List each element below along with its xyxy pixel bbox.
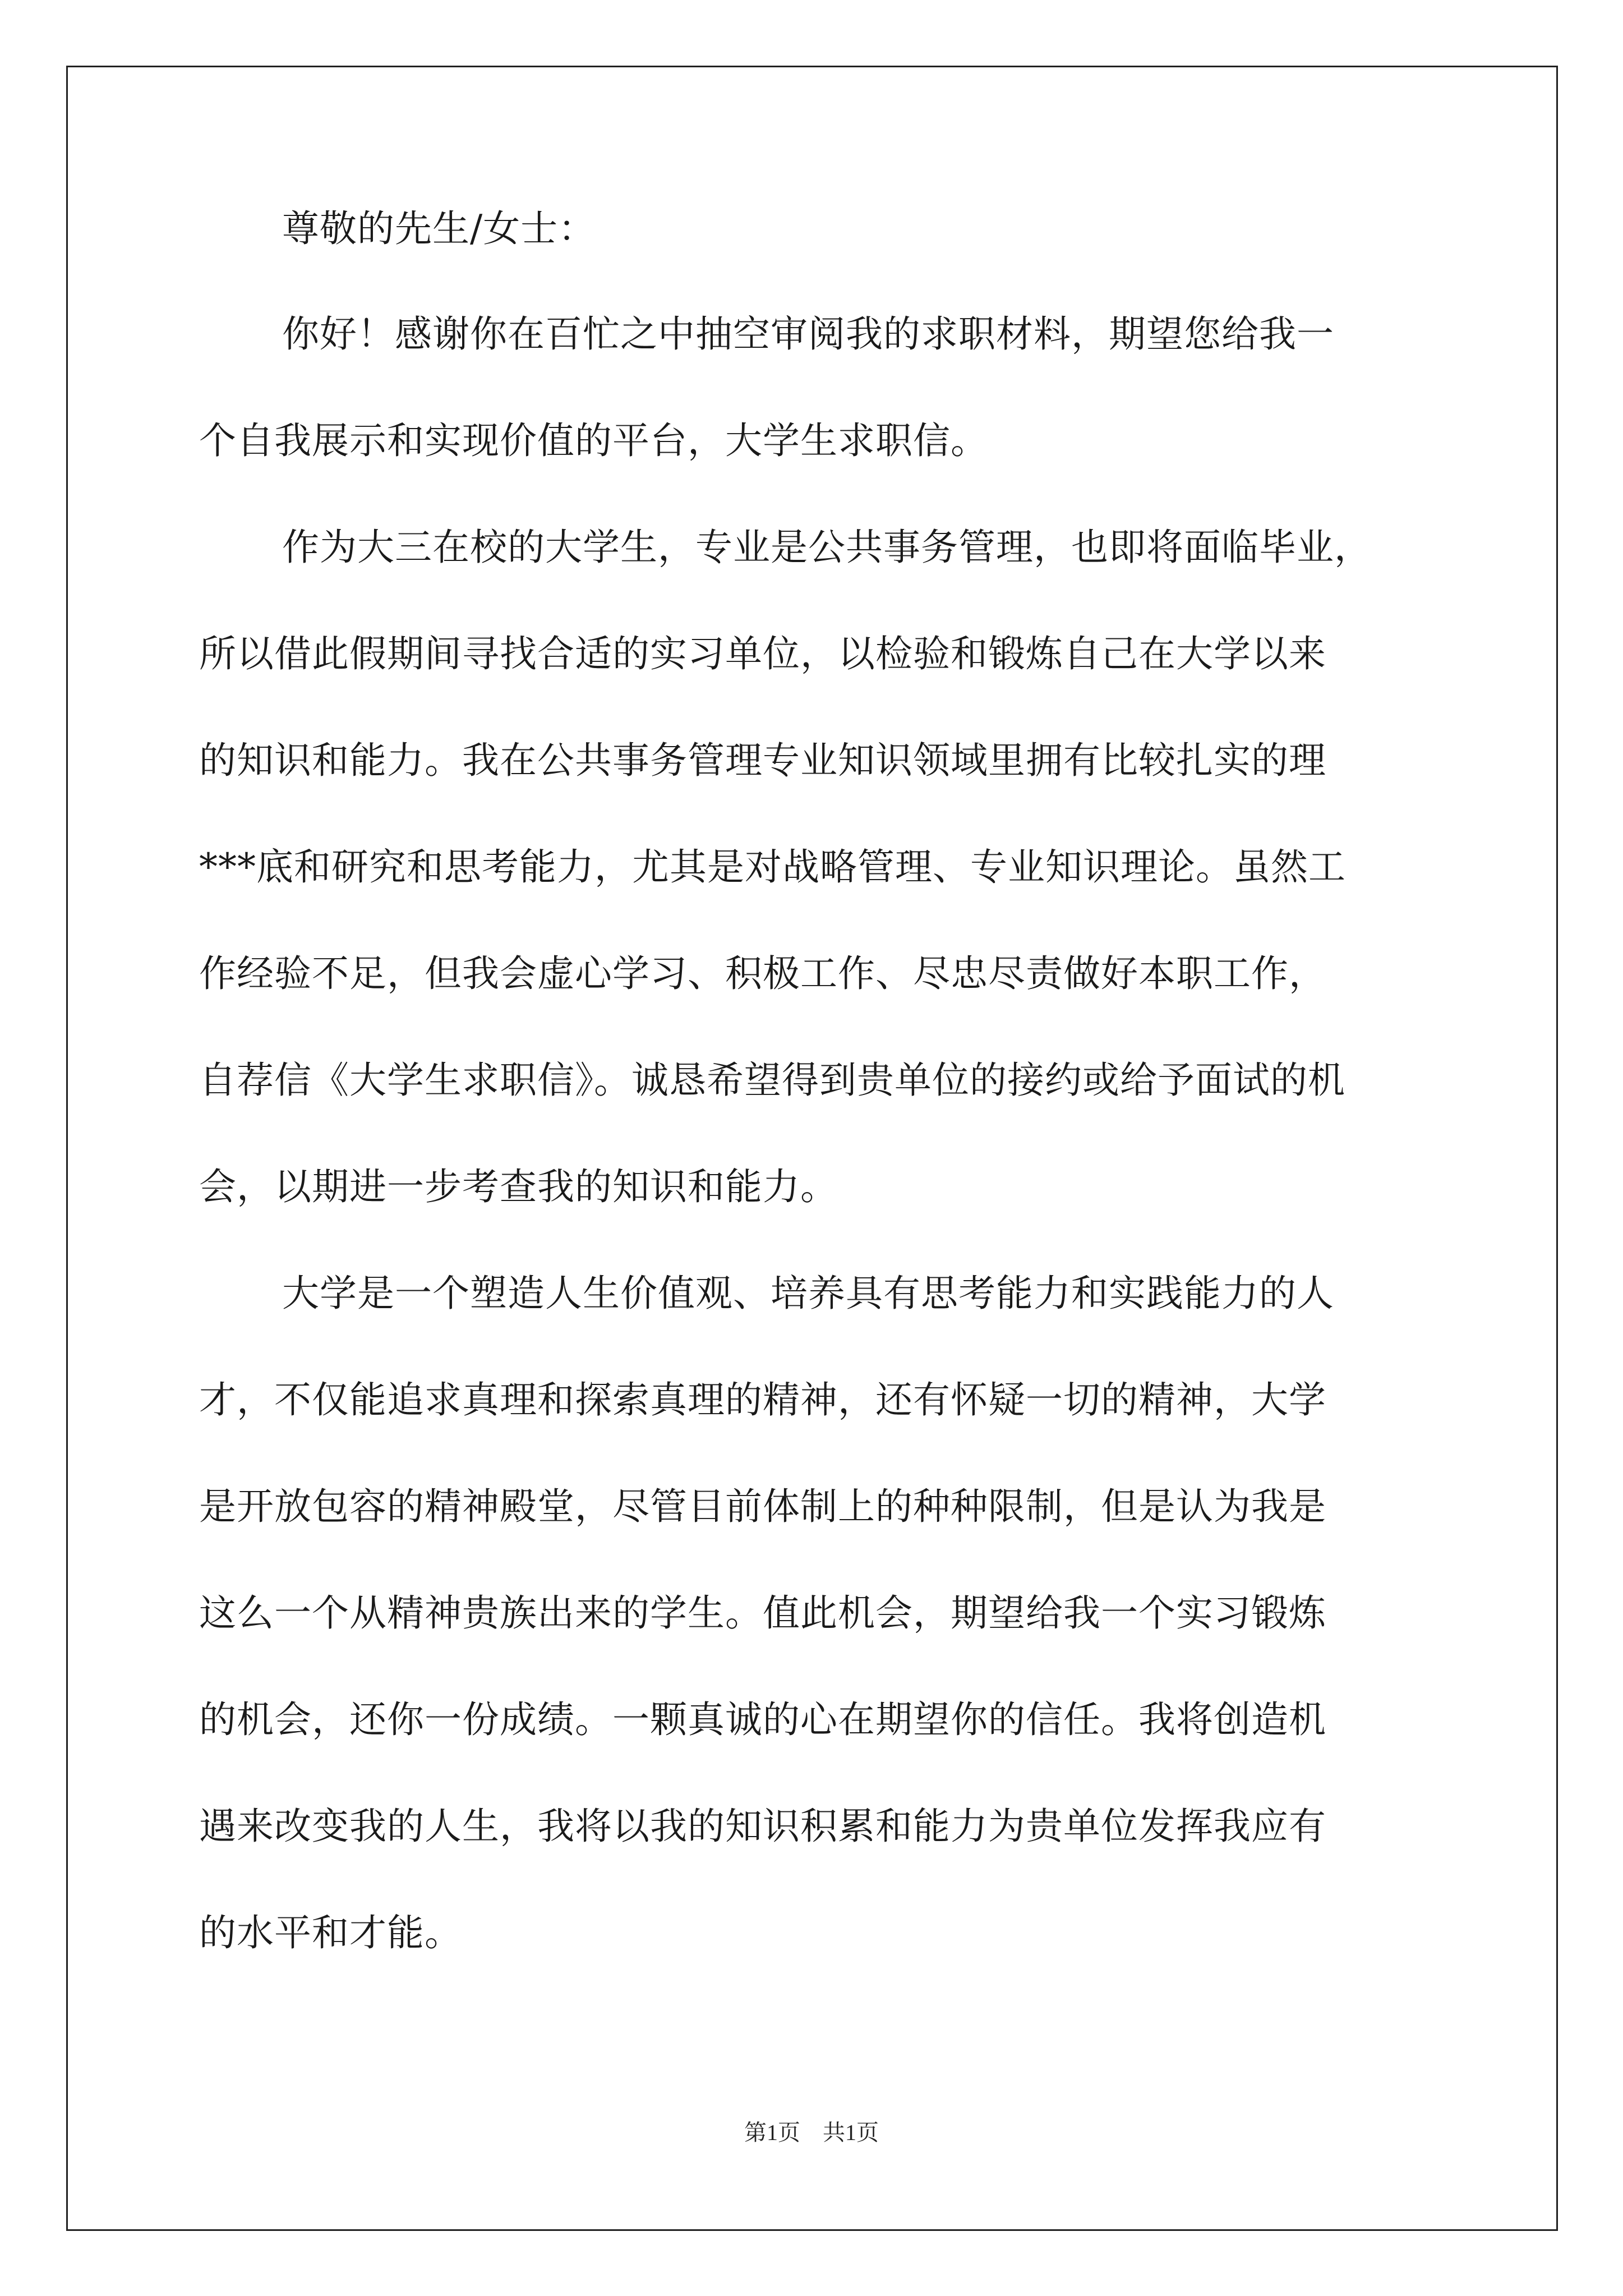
paragraph-line: 的知识和能力。我在公共事务管理专业知识领域里拥有比较扎实的理 <box>199 739 1326 782</box>
paragraph-line: 作为大三在校的大学生，专业是公共事务管理，也即将面临毕业， <box>282 526 1372 569</box>
paragraph-line: 会，以期进一步考查我的知识和能力。 <box>199 1165 838 1208</box>
page-number-footer: 第1页 共1页 <box>744 2120 879 2145</box>
salutation: 尊敬的先生/女士： <box>282 207 596 250</box>
page-border <box>66 66 1558 2231</box>
paragraph-line: 才，不仅能追求真理和探索真理的精神，还有怀疑一切的精神，大学 <box>199 1378 1326 1421</box>
paragraph-line: ***底和研究和思考能力，尤其是对战略管理、专业知识理论。虽然工 <box>199 845 1346 889</box>
paragraph-line: 这么一个从精神贵族出来的学生。值此机会，期望给我一个实习锻炼 <box>199 1591 1326 1635</box>
paragraph-line: 遇来改变我的人生，我将以我的知识积累和能力为贵单位发挥我应有 <box>199 1805 1326 1848</box>
paragraph-line: 自荐信《大学生求职信》。诚恳希望得到贵单位的接约或给予面试的机 <box>199 1059 1345 1102</box>
paragraph-line: 个自我展示和实现价值的平台，大学生求职信。 <box>199 419 988 462</box>
paragraph-line: 的机会，还你一份成绩。一颗真诚的心在期望你的信任。我将创造机 <box>199 1698 1326 1741</box>
paragraph-line: 你好！感谢你在百忙之中抽空审阅我的求职材料，期望您给我一 <box>282 312 1334 356</box>
paragraph-line: 是开放包容的精神殿堂，尽管目前体制上的种种限制，但是认为我是 <box>199 1485 1326 1528</box>
paragraph-line: 作经验不足，但我会虚心学习、积极工作、尽忠尽责做好本职工作， <box>199 952 1326 995</box>
paragraph-line: 所以借此假期间寻找合适的实习单位，以检验和锻炼自己在大学以来 <box>199 632 1326 675</box>
paragraph-line: 大学是一个塑造人生价值观、培养具有思考能力和实践能力的人 <box>282 1272 1334 1315</box>
paragraph-line: 的水平和才能。 <box>199 1911 462 1954</box>
